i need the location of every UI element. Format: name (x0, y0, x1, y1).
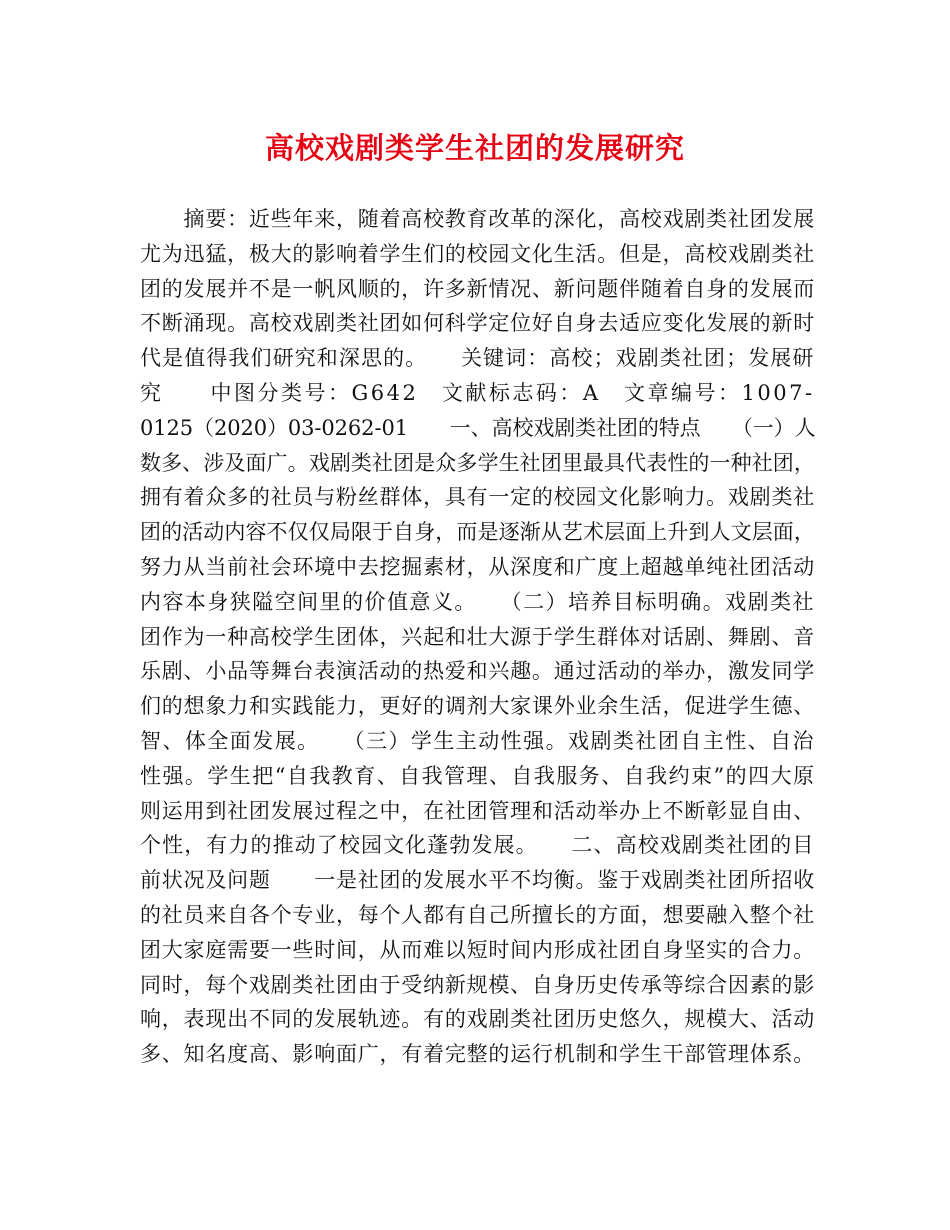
body-line: 智、体全面发展。 （三）学生主动性强。戏剧类社团自主性、自治 (140, 728, 815, 753)
body-line: 个性，有力的推动了校园文化蓬勃发展。 二、高校戏剧类社团的目 (140, 833, 815, 858)
body-line: 究 中图分类号：G642 文献标志码：A 文章编号：1007- (140, 380, 815, 405)
body-line: 团的活动内容不仅仅局限于自身，而是逐渐从艺术层面上升到人文层面， (140, 520, 815, 545)
body-line: 多、知名度高、影响面广，有着完整的运行机制和学生干部管理体系。 (140, 1042, 815, 1067)
body-line: 尤为迅猛，极大的影响着学生们的校园文化生活。但是，高校戏剧类社 (140, 241, 815, 266)
body-line: 的社员来自各个专业，每个人都有自己所擅长的方面，想要融入整个社 (140, 902, 815, 927)
body-line: 数多、涉及面广。戏剧类社团是众多学生社团里最具代表性的一种社团， (140, 450, 815, 475)
body-line: 0125（2020）03-0262-01 一、高校戏剧类社团的特点 （一）人 (140, 415, 816, 440)
body-line: 努力从当前社会环境中去挖掘素材，从深度和广度上超越单纯社团活动 (140, 554, 815, 579)
body-line: 们的想象力和实践能力，更好的调剂大家课外业余生活，促进学生德、 (140, 694, 815, 719)
body-line: 响，表现出不同的发展轨迹。有的戏剧类社团历史悠久，规模大、活动 (140, 1007, 815, 1032)
body-line: 前状况及问题 一是社团的发展水平不均衡。鉴于戏剧类社团所招收 (140, 868, 815, 893)
body-line: 团的发展并不是一帆风顺的，许多新情况、新问题伴随着自身的发展而 (140, 276, 815, 301)
body-line: 摘要：近些年来，随着高校教育改革的深化，高校戏剧类社团发展 (140, 207, 815, 231)
body-line: 团大家庭需要一些时间，从而难以短时间内形成社团自身坚实的合力。 (140, 937, 815, 962)
body-line: 同时，每个戏剧类社团由于受纳新规模、自身历史传承等综合因素的影 (140, 972, 815, 997)
body-line: 拥有着众多的社员与粉丝群体，具有一定的校园文化影响力。戏剧类社 (140, 485, 815, 510)
body-line: 性强。学生把“自我教育、自我管理、自我服务、自我约束”的四大原 (140, 763, 816, 788)
document-body (140, 202, 815, 1072)
document-title: 高校戏剧类学生社团的发展研究 (264, 131, 685, 165)
body-line: 乐剧、小品等舞台表演活动的热爱和兴趣。通过活动的举办，激发同学 (140, 659, 815, 684)
body-line: 不断涌现。高校戏剧类社团如何科学定位好自身去适应变化发展的新时 (140, 311, 815, 336)
body-line: 则运用到社团发展过程之中，在社团管理和活动举办上不断彰显自由、 (140, 798, 815, 823)
body-line: 团作为一种高校学生团体，兴起和壮大源于学生群体对话剧、舞剧、音 (140, 624, 815, 649)
body-line: 内容本身狭隘空间里的价值意义。 （二）培养目标明确。戏剧类社 (140, 589, 815, 614)
body-line: 代是值得我们研究和深思的。 关键词：高校；戏剧类社团；发展研 (140, 346, 815, 371)
